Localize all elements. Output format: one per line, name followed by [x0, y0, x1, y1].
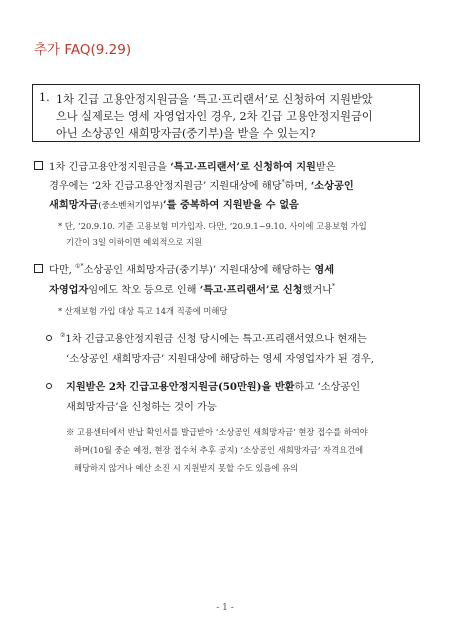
section1-bold: ‘특고·프리랜서’로 신청하여 지원 — [170, 161, 316, 173]
remark-line-2: 하며(10월 중순 예정, 현장 접수처 추후 공지) ‘소상공인 새희망자금’ 자격요건에 — [74, 445, 364, 455]
section1-bold: ’를 중복하여 지원받을 수 없음 — [163, 199, 299, 211]
section2-bold: 자영업자 — [49, 284, 89, 296]
section2-bold: ‘특고·프리랜서’로 신청 — [199, 284, 303, 296]
bullet2-text: 하고 ‘소상공인 — [294, 382, 361, 393]
question-line-3: 아닌 소상공인 새희망자금(중기부)을 받을 수 있는지? — [56, 127, 316, 140]
section2-text: 했거나 — [302, 285, 333, 296]
remark-line-1: ※ 고용센터에서 반납 확인서를 발급받아 ‘소상공인 새희망자금’ 현장 접수를 하여야 — [66, 427, 368, 437]
bullet1-text: 1차 긴급고용안정지원금 신청 당시에는 특고·프리랜서였으나 현재는 — [65, 334, 367, 345]
square-bullet-2 — [34, 264, 43, 273]
page-number: - 1 - — [216, 603, 234, 613]
question-line-2: 으나 실제로는 영세 자영업자인 경우, 2차 긴급 고용안정지원금이 — [56, 110, 373, 123]
section2-note: * 산재보험 가입 대상 특고 14개 직종에 미해당 — [58, 306, 228, 316]
square-bullet-1 — [34, 161, 43, 170]
bullet2-line-2: 새희망자금’을 신청하는 것이 가능 — [66, 402, 217, 413]
section1-bold: ‘소상공인 — [310, 180, 354, 192]
section2-text: 다만, — [49, 265, 76, 276]
section1-small: (중소벤처기업부) — [98, 201, 164, 211]
section1-note-1: * 단, ’20.9.10. 기준 고용보험 미가입자. 다만, ’20.9.1~9.10. 사이에 고용보험 가입 — [58, 221, 367, 231]
remark-line-3: 해당하지 않거나 예산 소진 시 지원받지 못할 수도 있음에 유의 — [74, 463, 299, 473]
footnote-marker: * — [332, 283, 336, 290]
section1-line-2 — [49, 177, 354, 192]
section1-text: 하며, — [284, 181, 311, 192]
section2-text: 임에도 착오 등으로 인해 — [88, 285, 200, 296]
section1-line-1 — [49, 158, 336, 173]
page-title: 추가 FAQ(9.29) — [34, 42, 132, 58]
bullet2-bold: 지원받은 2차 긴급고용안정지원금(50만원)을 반환 — [66, 381, 295, 393]
question-line-1: 1차 긴급 고용안정지원금을 ‘특고·프리랜서’로 신청하여 지원받았 — [56, 93, 373, 106]
section1-text: 경우에는 ‘2차 긴급고용안정지원금’ 지원대상에 해당 — [49, 181, 282, 192]
bullet1-line-2: ‘소상공인 새희망자금’ 지원대상에 해당하는 영세 자영업자가 된 경우, — [66, 354, 374, 365]
circle-bullet-2 — [46, 383, 52, 389]
section2-text: 소상공인 새희망자금(중기부)’ 지원대상에 해당하는 — [83, 265, 315, 276]
section2-line-2 — [49, 281, 335, 296]
section1-line-3 — [49, 196, 299, 211]
section2-line-1 — [49, 261, 334, 276]
question-number: 1. — [39, 91, 50, 104]
section1-bold: 새희망자금 — [49, 199, 99, 211]
section2-bold: 영세 — [314, 264, 335, 276]
circled-marker: ①* — [75, 263, 84, 270]
circled-marker: ② — [60, 332, 66, 339]
section1-text: 받은 — [315, 162, 336, 173]
bullet1-line-1 — [60, 330, 367, 345]
section1-text: 1차 긴급고용안정지원금을 — [49, 162, 171, 173]
circle-bullet-1 — [46, 335, 52, 341]
bullet2-line-1 — [66, 378, 360, 393]
footnote-marker: * — [281, 179, 285, 186]
section1-note-2: 기간이 3일 이하이면 예외적으로 지원 — [66, 237, 203, 247]
